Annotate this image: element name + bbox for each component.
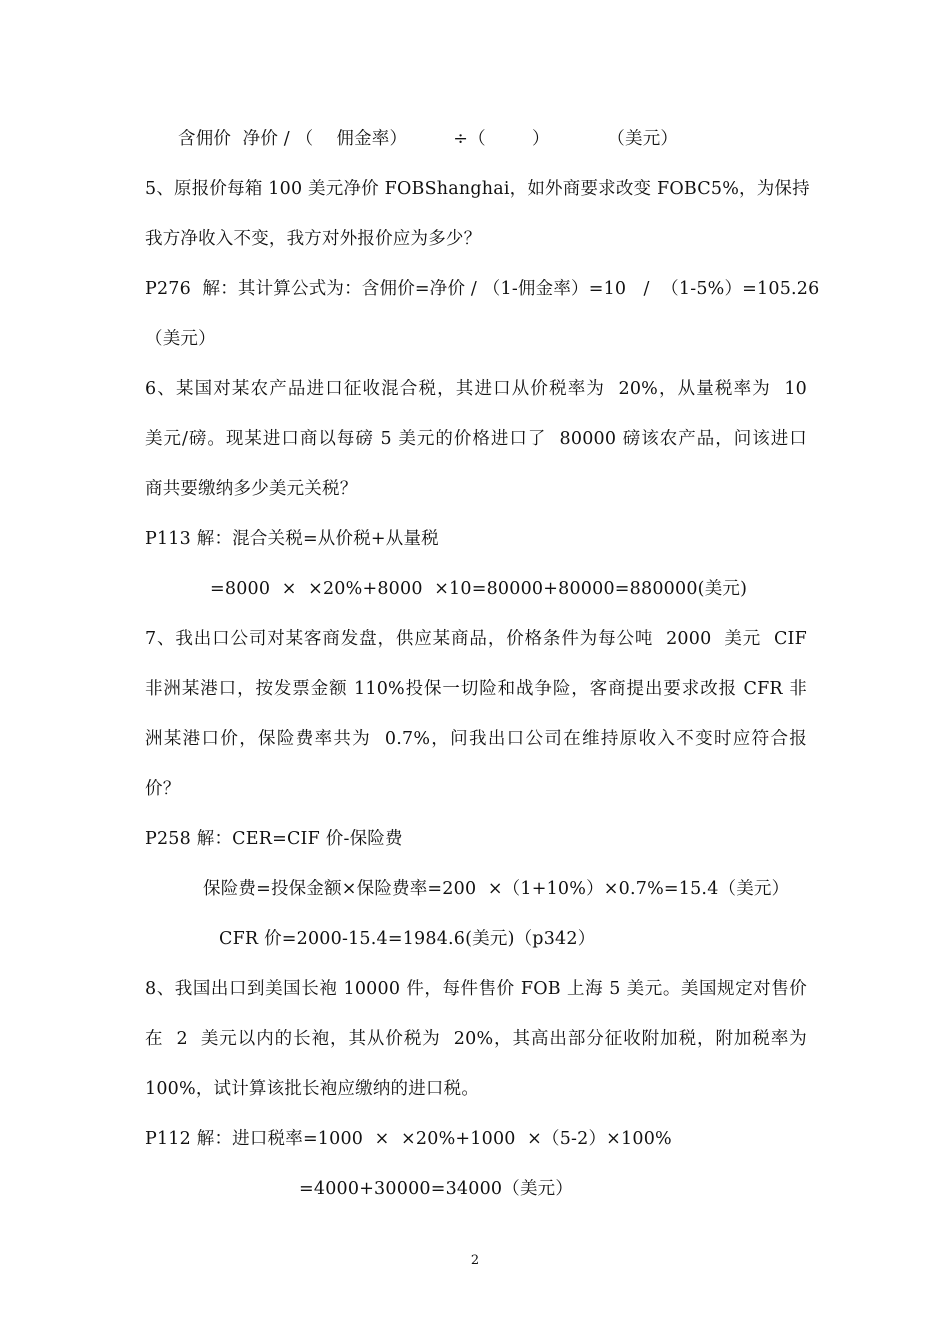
answer-8-line-1: P112 解：进口税率=1000 × ×20%+1000 ×（5-2）×100% [145,1129,672,1149]
answer-5-line-1: P276 解：其计算公式为：含佣价=净价 / （1-佣金率）=10 / （1-5%）=105.26 [145,279,820,299]
question-7-line-3: 洲某港口价，保险费率共为 0.7%，问我出口公司在维持原收入不变时应符合报 [145,729,807,749]
answer-7-line-1: P258 解：CER=CIF 价-保险费 [145,829,403,849]
answer-6-line-2: =8000 × ×20%+8000 ×10=80000+80000=880000(美元) [210,579,748,599]
answer-5-line-2: （美元） [145,329,216,349]
question-6-line-3: 商共要缴纳多少美元关税？ [145,479,358,499]
question-8-line-1: 8、我国出口到美国长袍 10000 件，每件售价 FOB 上海 5 美元。美国规定对售价 [145,979,807,999]
question-8-line-2: 在 2 美元以内的长袍，其从价税为 20%，其高出部分征收附加税，附加税率为 [145,1029,807,1049]
question-5-line-2: 我方净收入不变，我方对外报价应为多少？ [145,229,482,249]
answer-7-line-3: CFR 价=2000-15.4=1984.6(美元)（p342） [219,929,596,949]
question-6-line-1: 6、某国对某农产品进口征收混合税，其进口从价税率为 20%，从量税率为 10 [145,379,807,399]
question-5-line-1: 5、原报价每箱 100 美元净价 FOBShanghai，如外商要求改变 FOBC5%，为保持 [145,179,810,199]
question-7-line-4: 价？ [145,779,181,799]
question-7-line-2: 非洲某港口，按发票金额 110%投保一切险和战争险，客商提出要求改报 CFR 非 [145,679,807,699]
question-7-line-1: 7、我出口公司对某客商发盘，供应某商品，价格条件为每公吨 2000 美元 CIF [145,629,807,649]
page-number: 2 [470,1253,480,1268]
answer-7-line-2: 保险费=投保金额×保险费率=200 ×（1+10%）×0.7%=15.4（美元） [203,879,790,899]
answer-6-line-1: P113 解：混合关税=从价税+从量税 [145,529,439,549]
question-8-line-3: 100%，试计算该批长袍应缴纳的进口税。 [145,1079,480,1099]
formula-line-commission-price: 含佣价 净价 / （ 佣金率） ÷（ ） （美元） [178,129,679,149]
answer-8-line-2: =4000+30000=34000（美元） [299,1179,574,1199]
question-6-line-2: 美元/磅。现某进口商以每磅 5 美元的价格进口了 80000 磅该农产品，问该进口 [145,429,807,449]
